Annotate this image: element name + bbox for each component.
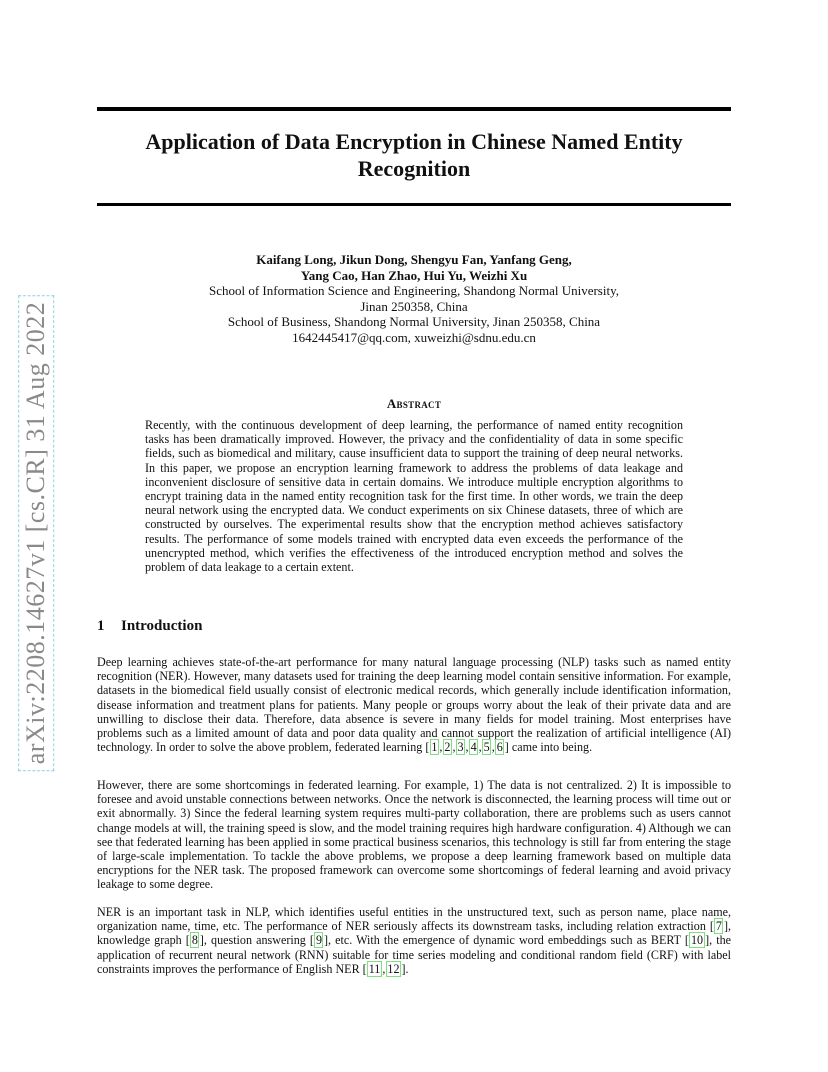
citation-link[interactable]: 10 [690, 933, 704, 948]
intro-paragraph-2: However, there are some shortcomings in federated learning. For example, 1) The data is not centralized. 2) It is impossible to foresee and avoid unstable connections between networks. Once the network is disconnected, the learning process will time out or exit abnormally. 3) Since the federal learning system requires multi-party collaboration, there are problems such as users cannot change models at will, the training speed is slow, and the model training requires high hardware configuration. 4) Although we can see that federated learning has been applied in some practical business scenarios, this technology is still far from entering the stage of large-scale implementation. To tackle the above problems, we propose a deep learning framework based on multiple data encryptions for the NER task. The proposed framework can overcome some shortcomings of federal learning and avoid privacy leakage to some degree. [97, 778, 731, 892]
author-block [97, 252, 731, 345]
intro-paragraph-3-part-5: ], the application of recurrent neural network (RNN) suitable for time series modeling and conditional random field (CRF) with label constraints improves the performance of English NER [ [97, 933, 731, 976]
section-heading-introduction [97, 618, 731, 635]
arxiv-identifier-stamp[interactable] [14, 246, 58, 820]
citation-link[interactable]: 11 [368, 961, 381, 976]
citation-link[interactable]: 1 [431, 740, 438, 755]
abstract-text: Recently, with the continuous development of deep learning, the performance of named entity recognition tasks has been dramatically improved. However, the privacy and the confidentiality of data in some specific fields, such as biomedical and military, cause insufficient data to support the training of deep neural networks. In this paper, we propose an encryption learning framework to address the problems of data leakage and inconvenient disclosure of sensitive data in certain domains. We introduce multiple encryption algorithms to encrypt training data in the named entity recognition task for the first time. In other words, we train the deep neural network using the encrypted data. We conduct experiments on six Chinese datasets, three of which are constructed by ourselves. The experimental results show that the encryption method achieves satisfactory results. The performance of some models trained with encrypted data even exceeds the performance of the unencrypted method, which verifies the effectiveness of the introduced encryption method and solves the problem of data leakage to a certain extent. [145, 418, 683, 575]
intro-paragraph-1-text: Deep learning achieves state-of-the-art performance for many natural language processing (NLP) tasks such as named entity recognition (NER). However, many datasets used for training the deep learning model contain sensitive information. For example, datasets in the biomedical field usually consist of electronic medical records, which generally include identification information, disease information and treatment plans for patients. Many people or groups worry about the leak of their private data and are unwilling to disclose their data. Therefore, data absence is severe in many fields for model training. Most enterprises have problems such as a limited amount of data and poor data quality and cannot support the realization of artificial intelligence (AI) technology. In order to solve the above problem, federated learning [ [97, 655, 731, 755]
author-names-line-2: Yang Cao, Han Zhao, Hui Yu, Weizhi Xu [300, 267, 528, 283]
section-number: 1 [97, 618, 105, 634]
citation-link[interactable]: 6 [496, 740, 503, 755]
paper-title [97, 128, 731, 182]
intro-paragraph-3-part-4: ], etc. With the emergence of dynamic word embeddings such as BERT [ [323, 933, 689, 948]
intro-paragraph-3-part-2: ], knowledge graph [ [97, 919, 731, 948]
citation-link[interactable]: 9 [315, 933, 322, 948]
abstract-heading [97, 396, 731, 412]
author-emails: 1642445417@qq.com, xuweizhi@sdnu.edu.cn [292, 329, 536, 345]
paper-title-line-1: Application of Data Encryption in Chinese Named Entity [145, 129, 683, 154]
affiliation-1-line-2: Jinan 250358, China [360, 298, 468, 314]
citation-link[interactable]: 12 [387, 961, 400, 976]
intro-paragraph-1-tail: ] came into being. [504, 740, 593, 755]
citation-link[interactable]: 4 [470, 740, 477, 755]
author-names-line-1: Kaifang Long, Jikun Dong, Shengyu Fan, Yanfang Geng, [256, 252, 572, 267]
affiliation-2: School of Business, Shandong Normal University, Jinan 250358, China [227, 314, 601, 329]
abstract-heading-text: Abstract [386, 396, 442, 411]
intro-paragraph-3-part-1: NER is an important task in NLP, which identifies useful entities in the unstructured text, such as person name, place name, organization name, time, etc. The performance of NER seriously affects its downstream tasks, including relation extraction [ [97, 905, 731, 934]
intro-paragraph-1: Deep learning achieves state-of-the-art performance for many natural language processing (NLP) tasks such as named entity recognition (NER). However, many datasets used for training the deep learning model contain sensitive information. For example, datasets in the biomedical field usually consist of electronic medical records, which generally include identification information, disease information and treatment plans for patients. Many people or groups worry about the leak of their private data and are unwilling to disclose their data. Therefore, data absence is severe in many fields for model training. Most enterprises have problems such as a limited amount of data and poor data quality and cannot support the realization of artificial intelligence (AI) technology. In order to solve the above problem, federated learning [ 1 , 2 , 3 , 4 , 5 , 6 ] came into being. [97, 655, 731, 755]
intro-paragraph-3-part-3: ], question answering [ [199, 933, 314, 948]
citation-link[interactable]: 8 [191, 933, 198, 948]
citation-link[interactable]: 3 [457, 740, 464, 755]
citation-link[interactable]: 5 [483, 740, 490, 755]
citation-link[interactable]: 2 [444, 740, 451, 755]
arxiv-identifier-text: arXiv:2208.14627v1 [cs.CR] 31 Aug 2022 [18, 295, 54, 771]
intro-paragraph-3: NER is an important task in NLP, which identifies useful entities in the unstructured text, such as person name, place name, organization name, time, etc. The performance of NER seriously affects its downstream tasks, including relation extraction [ 7 ], knowledge graph [ 8 ], question answering [ 9 ], etc. With the emergence of dynamic word embeddings such as BERT [ 10 ], the application of recurrent neural network (RNN) suitable for time series modeling and conditional random field (CRF) with label constraints improves the performance of English NER [ 11 , 12 ]. [97, 905, 731, 976]
paper-title-line-2: Recognition [357, 156, 471, 181]
section-title: Introduction [121, 618, 203, 634]
citation-link[interactable]: 7 [715, 919, 722, 934]
affiliation-1-line-1: School of Information Science and Engineering, Shandong Normal University, [208, 283, 619, 298]
title-top-rule [97, 107, 731, 111]
intro-paragraph-3-part-6: ]. [401, 961, 409, 976]
title-bottom-rule [97, 203, 731, 206]
